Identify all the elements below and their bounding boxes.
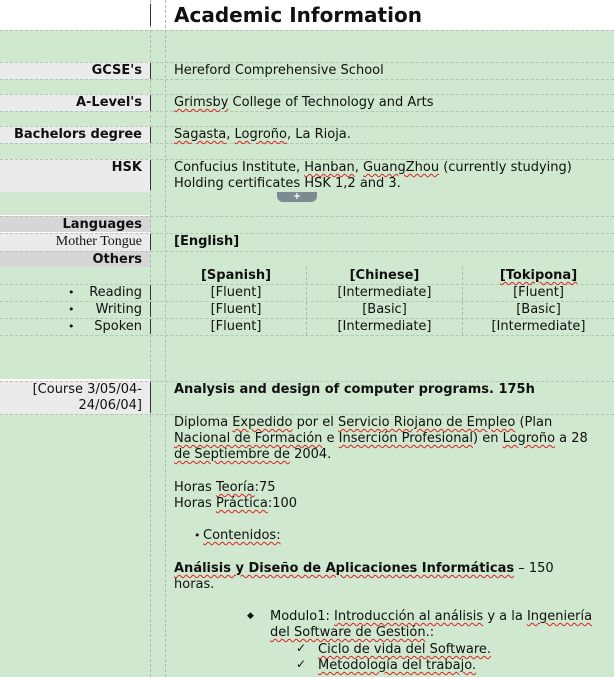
language-column-header: [Spanish] [200, 268, 272, 283]
language-column-header-text: [Tokipona] [499, 268, 578, 283]
modulo-line1 [270, 609, 592, 624]
background-course-left [0, 414, 150, 677]
mother-tongue-value: [English] [174, 234, 240, 249]
expand-plus-icon[interactable]: + [277, 192, 317, 202]
modulo-part: Introducción al análisis [334, 609, 484, 624]
guide-row [0, 335, 614, 336]
bullet-icon: • [68, 286, 75, 299]
modulo-line2 [270, 625, 434, 640]
checkmark-icon: ✓ [296, 657, 307, 671]
skill-value: [Intermediate] [491, 319, 586, 334]
contenidos-text: Contenidos: [203, 528, 281, 543]
diploma-part: Logroño [502, 431, 556, 446]
horas-teoria [174, 480, 275, 495]
value-gcse: Hereford Comprehensive School [174, 63, 384, 78]
writing-separator [150, 302, 151, 317]
gcse-separator [150, 63, 151, 79]
analisis-bold: Análisis y Diseño de Aplicaciones Informáticas [174, 561, 515, 576]
spoken-separator [150, 319, 151, 334]
diploma-part: e [322, 431, 339, 446]
check-item [318, 658, 476, 673]
value-bachelors-part: Sagasta [174, 127, 227, 142]
course-dates-line2: 24/06/04] [78, 398, 142, 413]
alevel-separator [150, 95, 151, 111]
diploma-line2 [174, 431, 588, 446]
hsk-separator [150, 160, 151, 190]
page-title: Academic Information [174, 3, 422, 27]
modulo-part: Modulo1: [270, 609, 335, 624]
title-separator [150, 4, 151, 26]
analisis-line1 [174, 561, 554, 576]
bullet-icon: • [68, 320, 75, 333]
diploma-part: de Septiembre de [174, 447, 290, 462]
guide-row [0, 143, 614, 144]
label-bachelors: Bachelors degree [14, 127, 142, 142]
value-alevel-part: College of Technology and Arts [228, 95, 434, 110]
modulo-part: Ingeniería [526, 609, 593, 624]
value-hsk-part: Hanban [304, 160, 355, 175]
diploma-part: por el [292, 415, 338, 430]
value-hsk-part: Confucius Institute, [174, 160, 305, 175]
check-item-text: Ciclo de vida del Software. [318, 642, 492, 657]
skill-label: Reading [89, 285, 142, 300]
bullet-icon: • [194, 529, 201, 542]
value-alevel [174, 95, 434, 110]
skill-value: [Fluent] [513, 285, 564, 300]
bullet-icon: • [68, 303, 75, 316]
modulo-part: y a la [483, 609, 527, 624]
skill-value: [Fluent] [210, 302, 262, 317]
value-bachelors [174, 127, 351, 142]
modulo-part: del Software de Gestión [270, 625, 426, 640]
guide-row [0, 111, 614, 112]
contenidos [203, 528, 281, 543]
skill-label: Writing [95, 302, 142, 317]
diploma-part: ) en [473, 431, 503, 446]
skill-value: [Intermediate] [337, 285, 432, 300]
diploma-part: (Plan [515, 415, 553, 430]
skill-value: [Fluent] [210, 285, 262, 300]
check-item [318, 642, 491, 657]
check-item-text: Metodología del trabajo. [318, 658, 477, 673]
diploma-part: Servicio Riojano de Empleo [338, 415, 516, 430]
value-bachelors-part: , [226, 127, 235, 142]
background-top-band [0, 30, 614, 62]
value-hsk-part: GuangZhou [362, 160, 440, 175]
analisis-line2: horas. [174, 577, 215, 592]
label-alevel: A-Level's [75, 95, 142, 110]
value-hsk-line1 [174, 160, 572, 175]
horas-part: Teoría [215, 480, 255, 495]
language-column-header: [Chinese] [349, 268, 420, 283]
value-bachelors-part: , La Rioja. [286, 127, 351, 142]
value-hsk-line2: Holding certificates HSK 1,2 and 3. [174, 176, 401, 191]
checkmark-icon: ✓ [296, 641, 307, 655]
diploma-line3 [174, 447, 331, 462]
analisis-rest: – 150 [514, 561, 554, 576]
bachelors-separator [150, 127, 151, 143]
diploma-part: 2004. [289, 447, 332, 462]
diploma-part: a 28 [555, 431, 588, 446]
mother-tongue-separator [150, 234, 151, 250]
guide-row [0, 30, 614, 31]
horas-part: Horas [174, 496, 216, 511]
guide-col-2 [165, 0, 166, 677]
mother-tongue-label: Mother Tongue [55, 234, 142, 249]
label-hsk: HSK [111, 160, 142, 175]
course-dates-line1: [Course 3/05/04- [32, 382, 142, 397]
language-column-header [463, 268, 614, 283]
value-alevel-part: Grimsby [174, 95, 229, 110]
others-header: Others [92, 252, 142, 267]
skill-value: [Basic] [362, 302, 407, 317]
diploma-line1 [174, 415, 552, 430]
background-main [150, 62, 614, 677]
languages-header: Languages [62, 217, 142, 232]
modulo-part: .: [425, 625, 435, 640]
label-gcse: GCSE's [91, 63, 142, 78]
value-hsk-part: , [354, 160, 363, 175]
horas-part: :100 [267, 496, 298, 511]
course-title: Analysis and design of computer programs. 175h [174, 382, 535, 397]
horas-part: Horas [174, 480, 216, 495]
horas-part: Práctica [215, 496, 268, 511]
diamond-bullet-icon: ◆ [247, 611, 254, 621]
horas-practica [174, 496, 297, 511]
skill-label: Spoken [94, 319, 142, 334]
horas-part: :75 [254, 480, 276, 495]
skill-value: [Intermediate] [337, 319, 432, 334]
course-separator [150, 382, 151, 413]
diploma-part: Inserción Profesional [338, 431, 474, 446]
skill-value: [Fluent] [210, 319, 262, 334]
guide-row [0, 79, 614, 80]
diploma-part: Nacional de Formación [174, 431, 323, 446]
skill-value: [Basic] [516, 302, 561, 317]
reading-separator [150, 285, 151, 300]
diploma-part: Diploma [174, 415, 233, 430]
value-hsk-part: (currently studying) [439, 160, 572, 175]
value-bachelors-part: Logroño [234, 127, 287, 142]
diploma-part: Expedido [232, 415, 293, 430]
